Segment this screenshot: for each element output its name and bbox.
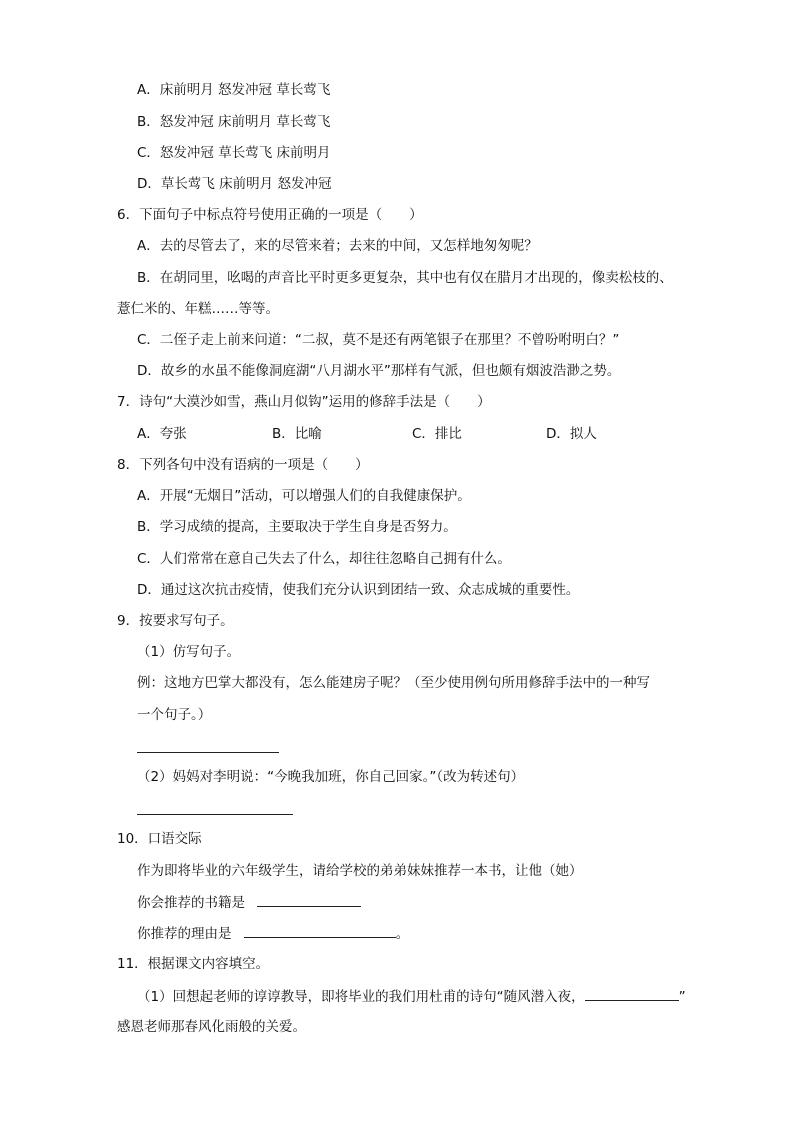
q10-book-label: 你会推荐的书籍是 <box>137 895 245 911</box>
q8-option-c: C．人们常常在意自己失去了什么，却往往忽略自己拥有什么。 <box>137 551 511 567</box>
q10-book-row <box>137 892 361 913</box>
q7-option-b: B．比喻 <box>272 426 322 442</box>
q7-option-c: C．排比 <box>412 426 462 442</box>
q6-option-a: A．去的尽管去了，来的尽管来着；去来的中间，又怎样地匆匆呢？ <box>137 238 538 254</box>
q6-stem: 6．下面句子中标点符号使用正确的一项是（ ） <box>117 207 423 223</box>
q9-stem: 9．按要求写句子。 <box>117 613 234 629</box>
q9-example-line1: 例：这地方巴掌大都没有，怎么能建房子呢？（至少使用例句所用修辞手法中的一种写 <box>137 675 650 691</box>
q10-reason-row <box>137 923 409 944</box>
q11-sub1-row <box>137 986 686 1007</box>
q9-answer-blank-1[interactable] <box>137 738 279 759</box>
q9-sub2: （2）妈妈对李明说：“今晚我加班，你自己回家。”（改为转述句） <box>137 769 525 785</box>
q10-reason-blank[interactable] <box>244 923 396 938</box>
q6-option-b-line2: 薏仁米的、年糕……等等。 <box>117 301 279 317</box>
q8-option-d: D．通过这次抗击疫情，使我们充分认识到团结一致、众志成城的重要性。 <box>137 582 580 598</box>
q10-reason-label: 你推荐的理由是 <box>137 926 232 942</box>
q5-option-b: B．怒发冲冠 床前明月 草长莺飞 <box>137 114 331 130</box>
q11-sub1-continuation: 感恩老师那春风化雨般的关爱。 <box>117 1019 306 1035</box>
q6-option-d: D．故乡的水虽不能像洞庭湖“八月湖水平”那样有气派，但也颇有烟波浩渺之势。 <box>137 363 621 379</box>
q9-sub1: （1）仿写句子。 <box>137 644 241 660</box>
q10-reason-end: 。 <box>395 926 410 942</box>
q7-option-a: A．夸张 <box>137 426 187 442</box>
q7-stem: 7．诗句“大漠沙如雪，燕山月似钩”运用的修辞手法是（ ） <box>117 394 491 410</box>
q9-answer-blank-2[interactable] <box>137 800 293 821</box>
q8-stem: 8．下列各句中没有语病的一项是（ ） <box>117 457 369 473</box>
q10-stem: 10．口语交际 <box>117 831 202 847</box>
q11-sub1-text: （1）回想起老师的谆谆教导，即将毕业的我们用杜甫的诗句“随风潜入夜， <box>137 989 585 1005</box>
q6-option-c: C．二侄子走上前来问道：“二叔，莫不是还有两笔银子在那里？不曾吩咐明白？” <box>137 332 620 348</box>
q10-book-blank[interactable] <box>257 892 361 907</box>
q5-option-a: A．床前明月 怒发冲冠 草长莺飞 <box>137 82 331 98</box>
q11-sub1-close-quote: ” <box>678 989 686 1005</box>
q5-option-c: C．怒发冲冠 草长莺飞 床前明月 <box>137 145 331 161</box>
q6-option-b-line1: B．在胡同里，吆喝的声音比平时更多更复杂，其中也有仅在腊月才出现的，像卖松枝的、 <box>137 270 673 286</box>
q11-stem: 11．根据课文内容填空。 <box>117 956 270 972</box>
q9-example-line2: 一个句子。） <box>137 707 212 723</box>
q8-option-a: A．开展“无烟日”活动，可以增强人们的自我健康保护。 <box>137 488 471 504</box>
q5-option-d: D．草长莺飞 床前明月 怒发冲冠 <box>137 176 332 192</box>
q7-option-d: D．拟人 <box>546 426 597 442</box>
q11-sub1-blank[interactable] <box>585 986 679 1001</box>
q10-intro: 作为即将毕业的六年级学生，请给学校的弟弟妹妹推荐一本书，让他（她） <box>137 863 583 879</box>
q8-option-b: B．学习成绩的提高，主要取决于学生自身是否努力。 <box>137 519 457 535</box>
